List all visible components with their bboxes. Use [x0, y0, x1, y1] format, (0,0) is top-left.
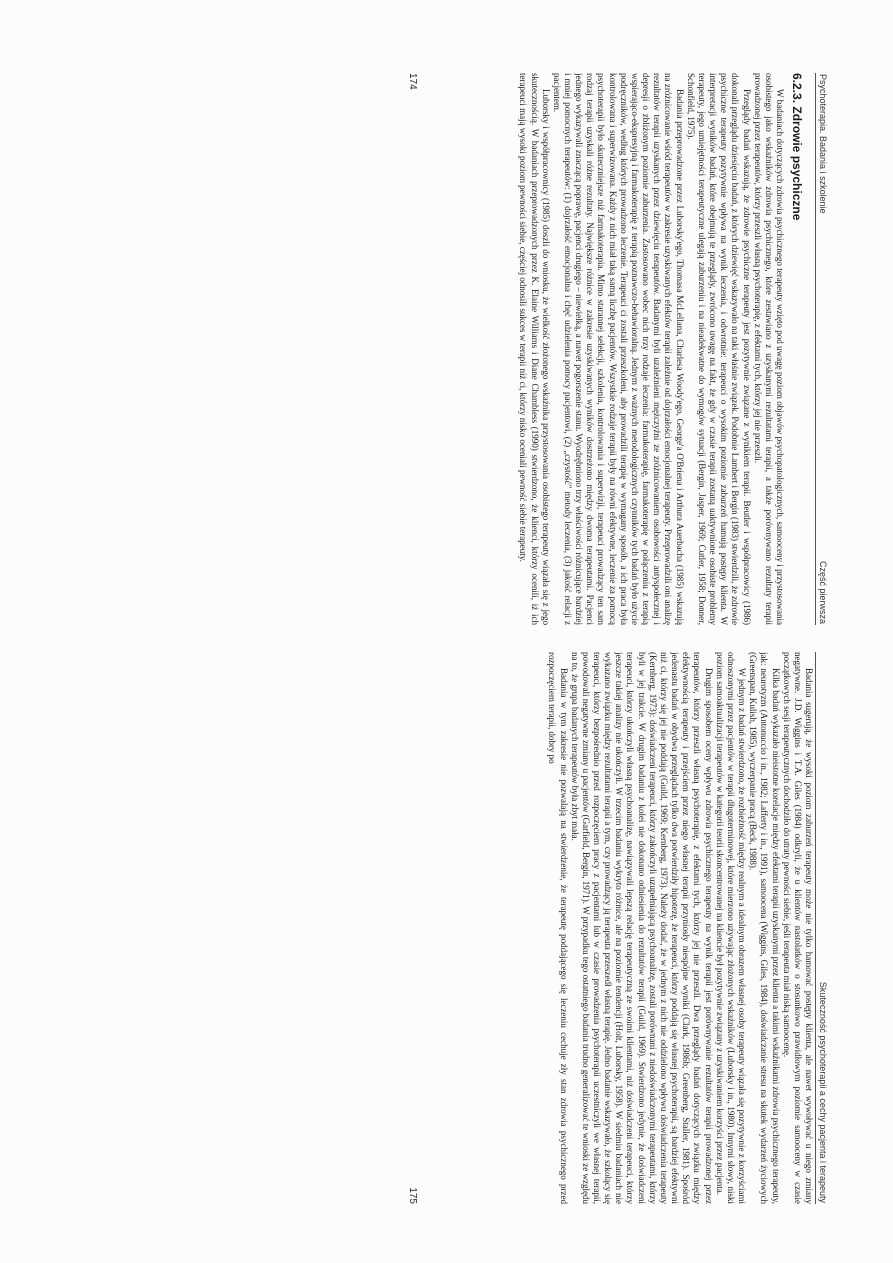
page-number: 174	[407, 73, 418, 90]
running-head-title: Skuteczność psychoterapii a cechy pacjenta i terapeuty	[818, 981, 828, 1203]
left-page	[407, 73, 828, 625]
paragraph: Drugim sposobem oceny wpływu zdrowia psychicznego terapeuty na wynik terapii jest porównywanie rezultatów terapii prowadzonej przez terapeutów, którzy przeszli własną psychoterapię, z efektami tych, którzy jej nie przeszli. Dwa przeglądy badań dotyczących związku między efektywnością terapeuty i przejściem przez niego własnej terapii przyniosły niespójne wyniki (Clark, 1986b; Greenberg, Staller, 1981). Spośród jedenastu badań w obydwu przeglądach tylko dwa potwierdziły hipotezę, że terapeuci, którzy poddają się własnej psychoterapii, są bardziej efektywni niż ci, którzy się jej nie poddają (Guild, 1969; Kernberg, 1973). Należy dodać, że w jednym z nich nie oddzielono wpływu doświadczenia terapeuty (Kernberg, 1973): doświadczeni terapeuci, którzy zakończyli uzupełniającą psychoanalizę, zostali porównani z niedoświadczonymi terapeutami, którzy byli w jej trakcie. W drugim badaniu z kolei nie dokonano odniesienia do rezultatów terapii (Guild, 1969). Stwierdzono jedynie, że doświadczeni terapeuci, którzy ukończyli własną psychoanalizę, nawiązywali lepszą relację terapeutyczną ze swoimi klientami, niż doświadczeni terapeuci, którzy jeszcze takiej analizy nie ukończyli. W trzecim badaniu wykryto różnice, ale na poziomie tendencji (Holt, Luborsky, 1958). W siedmiu badaniach nie wykazano związku między rezultatami terapii a tym, czy prowadzący ją terapeuta przeszedł własną terapię. Jedno badanie wskazywało, że szkolący się terapeuci, którzy bezpośrednio przed rozpoczęciem pracy z pacjentami lub w czasie prowadzenia psychoterapii uczestniczyli we własnej terapii, powodowali negatywne zmiany u pacjentów (Garfield, Bergin, 1971). W przypadku tego ostatniego badania trudno generalizować te wnioski ze względu na to, że grupa badanych terapeutów była zbyt mała.	[569, 652, 714, 1204]
running-head	[815, 73, 828, 625]
paragraph: W jednym z badań stwierdzono, że rozbieżność między realnym a idealnym obrazem własnej osoby terapeuty wiązała się pozytywnie z korzyściami odnoszonymi przez pacjentów w terapii długoterminowej, które mierzono używając złożonych wskaźników (Luborsky i in., 1980). Innymi słowy, niski poziom samoaktualizacji terapeutów w kategorii teorii skoncentrowanej na kliencie był pozytywnie związany z uzyskiwaniem korzyści przez pacjenta.	[714, 652, 748, 1204]
paragraph: Kilka badań wykazało nieistotne korelacje między efektami terapii uzyskanymi przez klienta a takimi wskaźnikami zdrowia psychicznego terapeuty, jak: neurotyzm (Antonuccio i in., 1982; Lafferty i in., 1991), samoocena (Wiggins, Giles, 1984), doświadczanie stresu na skutek wydarzeń życiowych (Greenspan, Kulish, 1985), wyczerpanie pracą (Beck, 1988).	[748, 652, 781, 1204]
text-block	[423, 73, 808, 625]
paragraph: Badania przeprowadzone przez Luborsky'ego, Thomasa McLellana, Charlesa Woody'ego, George'a O'Briena i Arthura Auerbacha (1985) wskazują na zróżnicowanie wśród terapeutów w zakresie uzyskiwanych efektów terapii zależnie od dojrzałości emocjonalnej terapeuty. Przeprowadzili oni analizę rezultatów terapii uzyskanych przez dziewięciu terapeutów. Badanymi byli uzależnieni mężczyźni ze zróżnicowaniem osobowości antyspołecznej i depresji o zbliżonym poziomie zaburzenia. Zastosowano wobec nich trzy rodzaje leczenia: farmakoterapię, farmakoterapię w połączeniu z terapią wspierająco-ekspresyjną i farmakoterapię z terapią poznawczo-behawioralną. Jednym z ważnych metodologicznych czynników tych badań było użycie podręczników, według których prowadzono leczenie. Terapeuci ci zostali przeszkoleni, aby prowadzili terapię w wymagany sposób, a ich praca była kontrolowana i superwizowana. Każdy z nich miał taką samą liczbę pacjentów. Wszystkie rodzaje terapii były na równi efektywne, leczenie za pomocą psychoterapii było skuteczniejsze niż farmakoterapia. Mimo starannej selekcji, szkolenia, kontrolowania i superwizji, terapeuci prowadzący ten sam rodzaj terapii uzyskali różne rezultaty. Największe różnice w zakresie uzyskiwanych wyników dostrzeżono między dwoma terapeutami. Pacjenci jednego wykazywali znaczącą poprawę, pacjenci drugiego – niewielką, a nawet pogorszenie stanu. Wyodrębniono trzy właściwości różnicujące bardziej i mniej pomocnych terapeutów: (1) dojrzałość emocjonalna i chęć udzielenia pomocy pacjentowi, (2) „czystość" metody leczenia, (3) jakość relacji z pacjentem.	[551, 73, 685, 625]
running-head-title: Psychoterapia. Badania i szkolenie	[818, 74, 828, 214]
right-page	[407, 652, 828, 1204]
paragraph: Badania sugerują, że wysoki poziom zaburzeń terapeuty może nie tylko hamować postępy klienta, ale nawet wywoływać u niego zmiany negatywne. J.D. Wiggins i T.A. Giles (1984) odkryli, że u klientów nastolatków o stosunkowo prawidłowym poziomie samooceny w czasie początkowych sesji terapeutycznych dochodziło do utraty pewności siebie, jeśli terapeuta miał niską samoocenę.	[781, 652, 814, 1204]
section-title: 6.2.3. Zdrowie psychiczne	[790, 73, 804, 221]
running-head-part: Część pierwsza	[818, 560, 828, 624]
paragraph: Badania w tym zakresie nie pozwalają na stwierdzenie, że terapeutę poddającego się leczeniu cechuje zły stan zdrowia psychicznego przed rozpoczęciem terapii, dobry po	[547, 652, 569, 1204]
text-block	[423, 652, 814, 1204]
page-number: 175	[407, 1187, 418, 1204]
paragraph: Luborsky i współpracownicy (1985) doszli do wniosku, że wielkość złożonego wskaźnika przystosowania osobistego terapeuty wiązała się z jego skutecznością. W badaniach przeprowadzonych przez K. Elaine Williams i Diane Chambless (1990) stwierdzono, że klienci, którzy ocenili, iż ich terapeuci mają wysoki poziom pewności siebie, częściej odnosili sukces w terapii niż ci, którzy nisko oceniali pewność siebie terapeuty.	[518, 73, 551, 625]
running-head	[815, 652, 828, 1204]
paragraph: W badaniach dotyczących zdrowia psychicznego terapeuty wzięto pod uwagę poziom objawów psychopatologicznych, samooceny i przystosowania osobistego jako wskaźników zdrowia psychicznego, które zestawiano z uzyskanymi rezultatami terapii, a także porównywano rezultaty terapii prowadzonej przez terapeutów, którzy przeszli własną psychoterapię, z efektami tych, którzy jej nie przeszli.	[752, 73, 785, 625]
paragraph: Przeglądy badań wskazują, że zdrowie psychiczne terapeuty jest pozytywnie związane z wynikiem terapii. Beutler i współpracowicy (1986) dokonali przeglądu dziesięciu badań, z których dziewięć wskazywało na taki właśnie związek. Podobnie Lambert i Bergin (1983) stwierdzili, że zdrowie psychiczne terapeuty pozytywnie wpływa na wynik leczenia, i odwrotnie: terapeuci o wysokim poziomie zaburzeń hamują postępy klienta. W interpretacji wyników badań, które obejmują te przeglądy, zwrócono uwagę na fakt, że gdy w czasie terapii zostaną uaktywnione osobiste problemy terapeuty, jego umiejętności terapeutyczne ulegają zaburzeniu i na nieadekwatne do wymogów sytuacji (Bergin, Jasper, 1969; Cutler, 1958; Donner, Schonfield, 1975).	[685, 73, 752, 625]
